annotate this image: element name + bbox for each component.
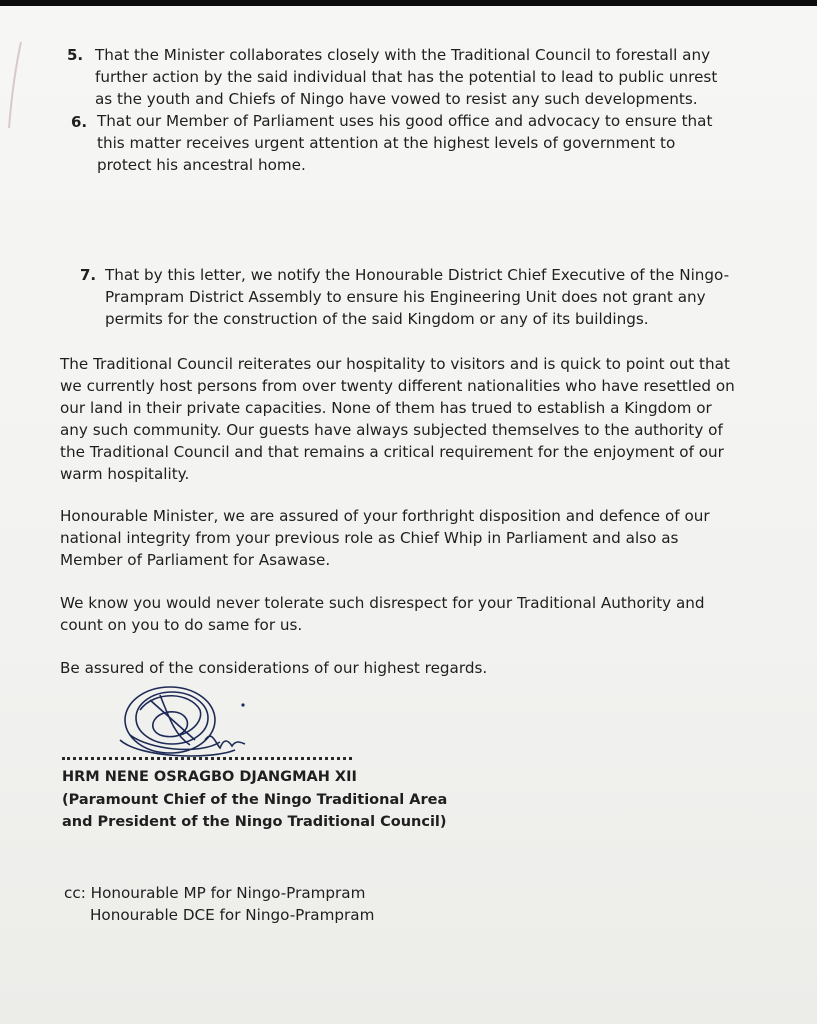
item-6-line-3: protect his ancestral home. (97, 156, 306, 174)
para-1-line-2: we currently host persons from over twenty different nationalities who have resettled on (60, 377, 735, 395)
signatory-title-1: (Paramount Chief of the Ningo Traditional Area (62, 792, 448, 808)
item-5-line-3: as the youth and Chiefs of Ningo have vowed to resist any such developments. (95, 90, 698, 108)
para-2-line-2: national integrity from your previous role as Chief Whip in Parliament and also as (60, 529, 679, 547)
cc-line-2: Honourable DCE for Ningo-Prampram (90, 906, 375, 924)
item-7-line-3: permits for the construction of the said Kingdom or any of its buildings. (105, 310, 649, 328)
list-number-5: 5. (67, 46, 84, 64)
list-number-7: 7. (80, 266, 97, 284)
para-3-line-1: We know you would never tolerate such disrespect for your Traditional Authority and (60, 594, 705, 612)
item-5-line-2: further action by the said individual that has the potential to lead to public unrest (95, 68, 718, 86)
signature-image (100, 680, 270, 762)
item-5-line-1: That the Minister collaborates closely with the Traditional Council to forestall any (95, 46, 711, 64)
item-7-line-1: That by this letter, we notify the Honourable District Chief Executive of the Ningo- (105, 266, 730, 284)
para-3-line-2: count on you to do same for us. (60, 616, 303, 634)
para-4-line-1: Be assured of the considerations of our highest regards. (60, 659, 488, 677)
signatory-name: HRM NENE OSRAGBO DJANGMAH XII (62, 769, 357, 785)
para-1-line-6: warm hospitality. (60, 465, 190, 483)
signatory-title-2: and President of the Ningo Traditional Council) (62, 814, 447, 830)
cc-line-1: cc: Honourable MP for Ningo-Prampram (64, 884, 366, 902)
item-6-line-1: That our Member of Parliament uses his good office and advocacy to ensure that (97, 112, 713, 130)
pen-mark-decoration (6, 40, 26, 130)
para-1-line-4: any such community. Our guests have always subjected themselves to the authority of (60, 421, 723, 439)
item-6-line-2: this matter receives urgent attention at the highest levels of government to (97, 134, 676, 152)
para-1-line-3: our land in their private capacities. None of them has trued to establish a Kingdom or (60, 399, 712, 417)
para-2-line-1: Honourable Minister, we are assured of your forthright disposition and defence of our (60, 507, 710, 525)
signature-dotted-line (62, 757, 352, 760)
para-2-line-3: Member of Parliament for Asawase. (60, 551, 331, 569)
para-1-line-5: the Traditional Council and that remains a critical requirement for the enjoyment of our (60, 443, 724, 461)
item-7-line-2: Prampram District Assembly to ensure his Engineering Unit does not grant any (105, 288, 706, 306)
para-1-line-1: The Traditional Council reiterates our hospitality to visitors and is quick to point out that (60, 355, 730, 373)
list-number-6: 6. (71, 113, 88, 131)
